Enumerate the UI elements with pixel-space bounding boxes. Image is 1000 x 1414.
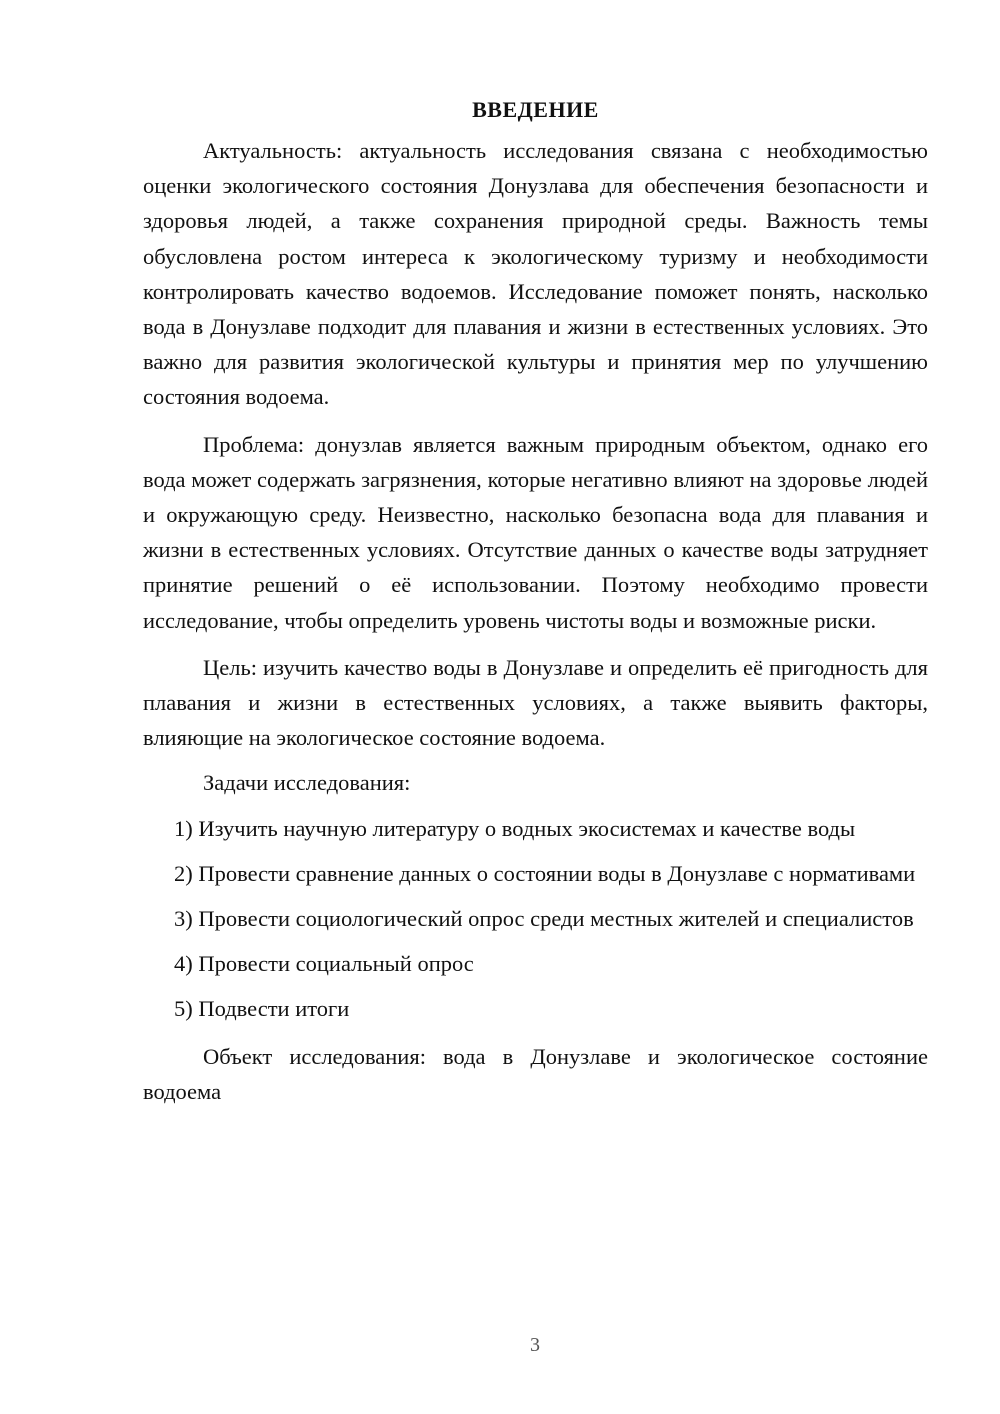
relevance-paragraph: Актуальность: актуальность исследования связана с необходимостью оценки экологического состояния Донузлава для обеспечения безопасности и здоровья людей, а также сохранения природной среды. Важность темы обусловлена ростом интереса к экологическому туризму и необходимости контролировать качество водоемов. Исследование поможет понять, насколько вода в Донузлаве подходит для плавания и жизни в естественных условиях. Это важно для развития экологической культуры и принятия мер по улучшению состояния водоема.	[143, 138, 928, 410]
task-item-2: 2) Провести сравнение данных о состоянии воды в Донузлаве с нормативами	[174, 860, 916, 886]
task-item-1: 1) Изучить научную литературу о водных экосистемах и качестве воды	[174, 815, 856, 841]
task-item-3: 3) Провести социологический опрос среди местных жителей и специалистов	[174, 906, 914, 932]
object-paragraph: Объект исследования: вода в Донузлаве и экологическое состояние водоема	[143, 1043, 928, 1104]
tasks-heading: Задачи исследования:	[203, 770, 411, 796]
problem-paragraph: Проблема: донузлав является важным природным объектом, однако его вода может содержать загрязнения, которые негативно влияют на здоровье людей и окружающую среду. Неизвестно, насколько безопасна вода для плавания и жизни в естественных условиях. Отсутствие данных о качестве воды затрудняет принятие решений о её использовании. Поэтому необходимо провести исследование, чтобы определить уровень чистоты воды и возможные риски.	[143, 431, 928, 633]
goal-paragraph: Цель: изучить качество воды в Донузлаве и определить её пригодность для плавания и жизни в естественных условиях, а также выявить факторы, влияющие на экологическое состояние водоема.	[143, 654, 928, 751]
page-title: ВВЕДЕНИЕ	[472, 97, 599, 122]
task-item-5: 5) Подвести итоги	[174, 996, 350, 1022]
page-number: 3	[530, 1334, 540, 1356]
task-item-4: 4) Провести социальный опрос	[174, 951, 474, 977]
document-page	[143, 92, 928, 1109]
